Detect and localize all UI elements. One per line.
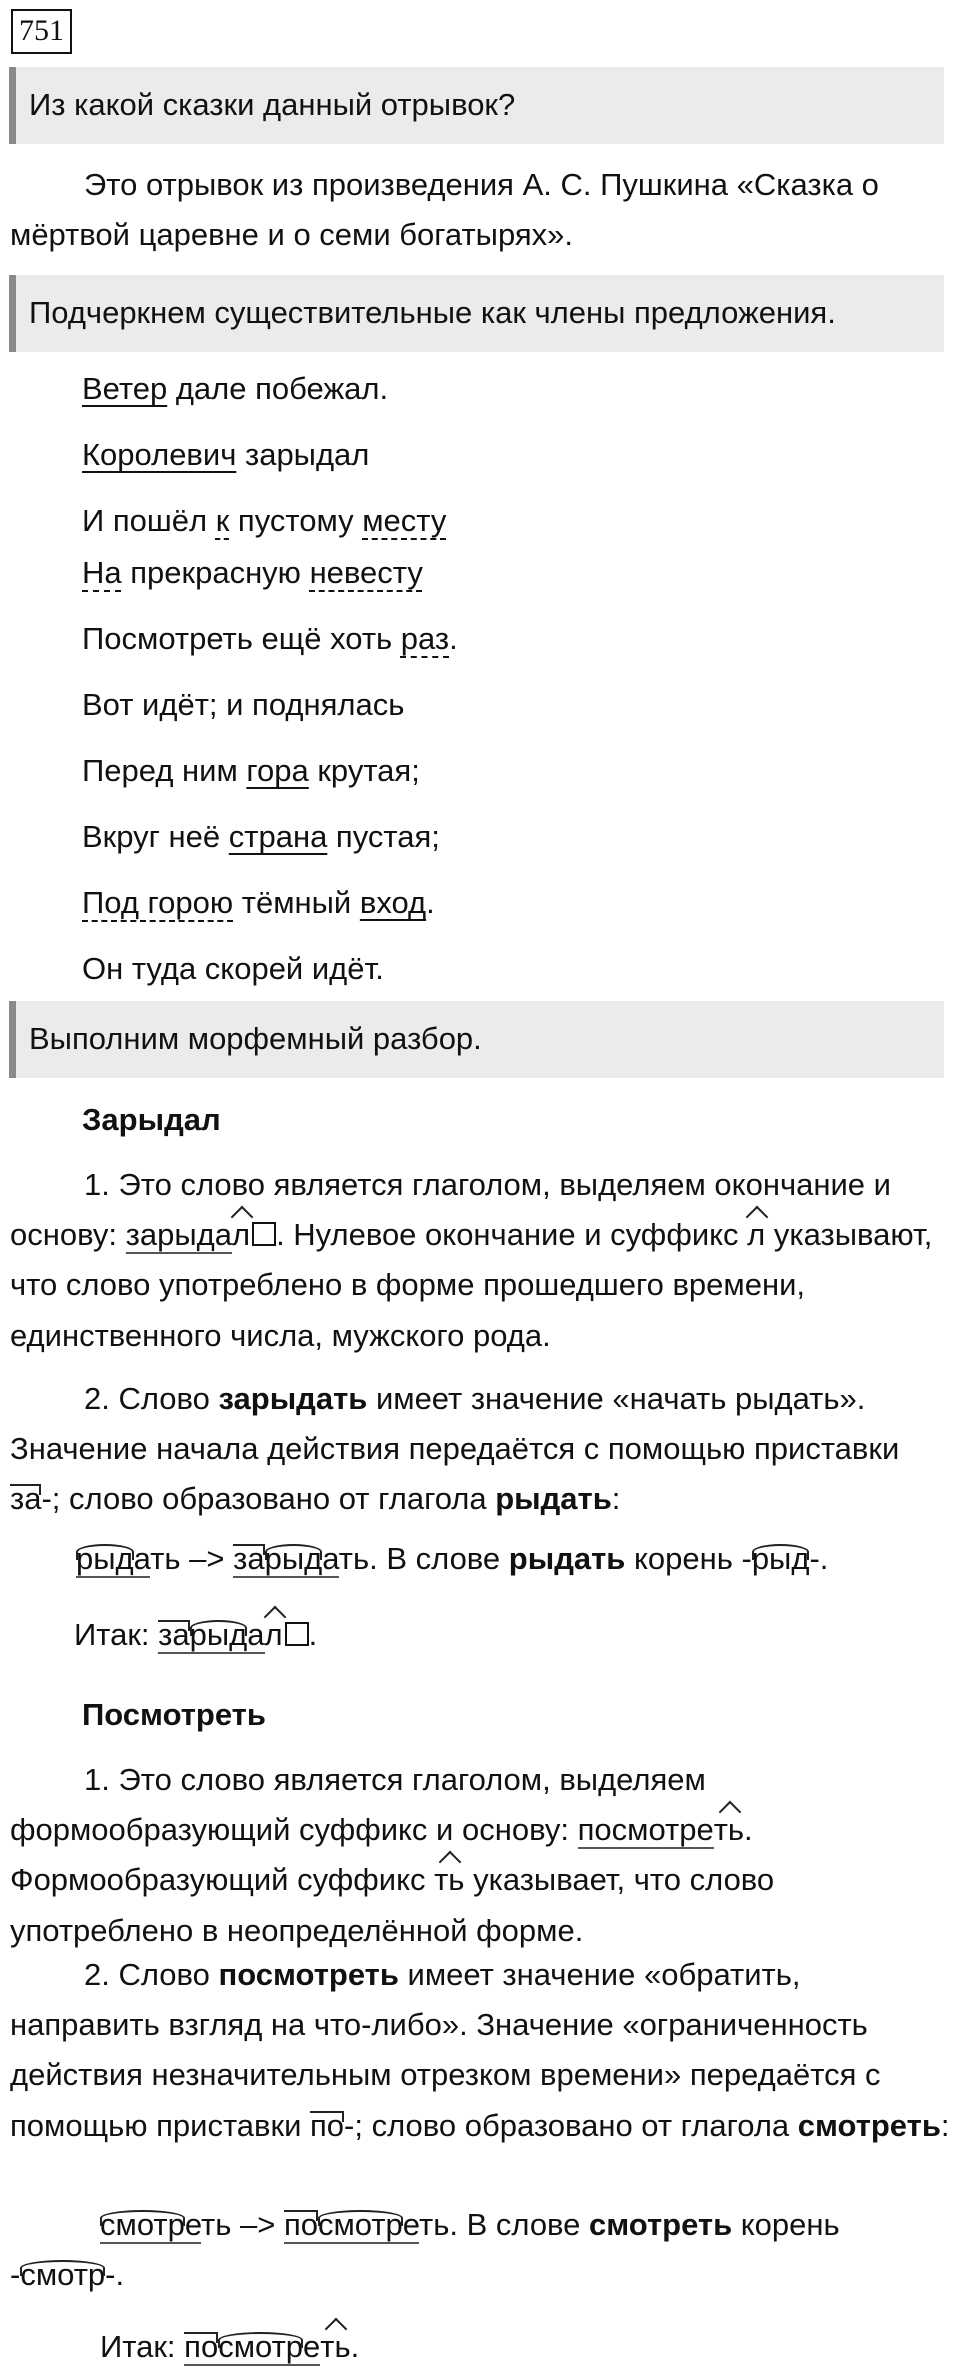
suffix-mark: ть (320, 2329, 351, 2364)
task-header-morphemes: Выполним морфемный разбор. (9, 1001, 944, 1078)
word-stem: посмотре (184, 2329, 321, 2364)
subject-noun: Ветер (82, 371, 168, 406)
posmotret-derivation: смотреть –> посмотреть. В слове смотреть корень -смотр-. (10, 2207, 840, 2293)
poem-line-6: Вот идёт; и поднялась (82, 687, 405, 722)
suffix-mark: л (747, 1217, 766, 1253)
subject-noun: вход (359, 885, 427, 920)
object-noun: Под горою (82, 885, 234, 920)
root-mark: рыд (264, 1541, 323, 1576)
poem-line-2: Королевич зарыдал (82, 437, 370, 472)
object-noun: месту (362, 503, 447, 538)
preposition: На (82, 555, 122, 590)
word-title-posmotret: Посмотреть (82, 1697, 266, 1732)
prefix-mark: за (10, 1481, 42, 1517)
suffix-mark: л (231, 1217, 251, 1253)
word-stem: рыда (76, 1541, 151, 1576)
word-stem: смотре (100, 2207, 202, 2242)
prefix-mark: по (184, 2329, 219, 2364)
subject-noun: гора (246, 753, 309, 788)
question-header: Из какой сказки данный отрывок? (9, 67, 944, 144)
zarydal-result: Итак: зарыдал . (74, 1617, 318, 1652)
posmotret-step-2: 2. Слово посмотреть имеет значение «обратить, направить взгляд на что-либо». Значение «ограниченность действия незначительным отрезком времени» передаётся с помощью приставки по-; слово образовано от глагола смотреть: (10, 1957, 950, 2143)
suffix-mark: л (264, 1617, 283, 1652)
poem-line-3: И пошёл к пустому месту (82, 503, 447, 538)
task-header-nouns: Подчеркнем существительные как члены предложения. (9, 275, 944, 352)
word-title-zarydal: Зарыдал (82, 1102, 221, 1137)
root-mark: рыд (189, 1617, 248, 1652)
word-stem: посмотре (577, 1812, 714, 1848)
answer-paragraph: Это отрывок из произведения А. С. Пушкина «Сказка о мёртвой царевне и о семи богатырях». (10, 167, 879, 253)
prefix-mark: за (233, 1541, 265, 1576)
root-mark: смотр (20, 2257, 106, 2293)
root-mark: рыд (751, 1541, 810, 1576)
poem-line-4: На прекрасную невесту (82, 555, 423, 590)
posmotret-result: Итак: посмотреть. (100, 2329, 360, 2364)
poem-line-8: Вкруг неё страна пустая; (82, 819, 440, 854)
prefix-mark: по (283, 2207, 318, 2242)
exercise-number: 751 (11, 9, 72, 54)
prefix-mark: за (158, 1617, 190, 1652)
zero-ending-box (252, 1222, 276, 1246)
poem-line-1: Ветер дале побежал. (82, 371, 389, 406)
word-stem: посмотре (283, 2207, 420, 2242)
poem-line-10: Он туда скорей идёт. (82, 951, 384, 986)
root-mark: смотр (100, 2207, 185, 2242)
poem-line-9: Под горою тёмный вход. (82, 885, 435, 920)
poem-line-7: Перед ним гора крутая; (82, 753, 420, 788)
word-stem: зарыда (233, 1541, 339, 1576)
object-noun: раз (400, 621, 450, 656)
suffix-mark: ть (434, 1862, 465, 1898)
root-mark: смотр (218, 2329, 304, 2364)
subject-noun: Королевич (82, 437, 237, 472)
zarydal-derivation: рыдать –> зарыдать. В слове рыдать корень -рыд-. (76, 1541, 829, 1576)
suffix-mark: ть (713, 1812, 745, 1848)
poem-line-5: Посмотреть ещё хоть раз. (82, 621, 458, 656)
word-stem: зарыда (125, 1217, 232, 1253)
root-mark: смотр (317, 2207, 403, 2242)
word-stem: зарыда (158, 1617, 265, 1652)
object-noun: невесту (309, 555, 423, 590)
prefix-mark: по (310, 2107, 345, 2143)
zarydal-step-2: 2. Слово зарыдать имеет значение «начать рыдать». Значение начала действия передаётся с помощью приставки за-; слово образовано от глагола рыдать: (10, 1381, 900, 1517)
zarydal-step-1: 1. Это слово является глаголом, выделяем окончание и основу: зарыдал . Нулевое окончание и суффикс л указывают, что слово употреблено в форме прошедшего времени, единственного числа, мужского рода. (10, 1167, 933, 1353)
zero-ending-box (285, 1622, 309, 1646)
subject-noun: страна (228, 819, 328, 854)
posmotret-step-1: 1. Это слово является глаголом, выделяем формообразующий суффикс и основу: посмотреть. Формообразующий суффикс ть указывает, что слово употреблено в неопределённой форме. (10, 1762, 775, 1948)
preposition: к (215, 503, 230, 538)
root-mark: рыд (76, 1541, 134, 1576)
